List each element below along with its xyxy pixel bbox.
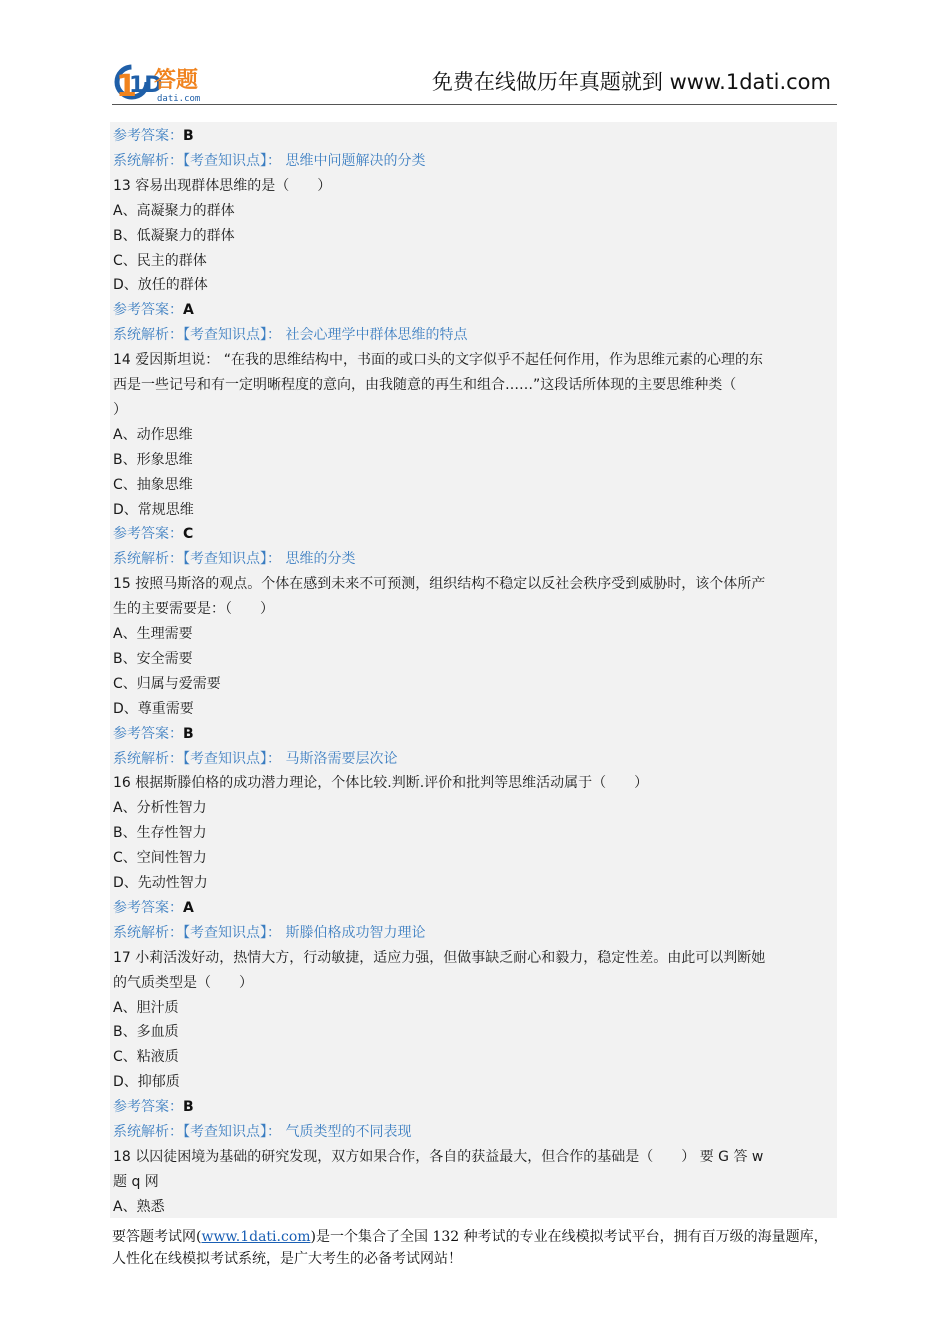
question-text-line: B、生存性智力	[113, 825, 207, 842]
question-text-line: B、多血质	[113, 1024, 179, 1041]
logo-mark: 1D	[129, 73, 163, 98]
page-footer	[112, 1226, 837, 1270]
explanation-label: 系统解析：	[113, 152, 183, 169]
answer-value: B	[183, 1099, 194, 1116]
answer-line	[113, 522, 837, 547]
question-text-line: 生的主要需要是：（ ）	[113, 601, 274, 618]
question-text-line: D、抑郁质	[113, 1074, 180, 1091]
question-text-line: D、先动性智力	[113, 875, 208, 891]
explanation-line	[113, 323, 837, 348]
question-text-line: 的气质类型是（ ）	[113, 974, 253, 991]
question-text-line: A、胆汁质	[113, 999, 179, 1016]
question-text-line: 13 容易出现群体思维的是（ ）	[113, 177, 332, 194]
svg-text:1: 1	[116, 69, 137, 104]
question-text-line: 16 根据斯滕伯格的成功潜力理论，个体比较.判断.评价和批判等思维活动属于（ ）	[113, 775, 649, 792]
logo-text: 答题	[154, 68, 199, 93]
explanation-line	[113, 921, 837, 946]
answer-line	[113, 298, 837, 323]
explanation-line	[113, 747, 837, 772]
answer-label: 参考答案：	[113, 526, 183, 543]
answer-label: 参考答案：	[113, 899, 183, 916]
question-text-line: B、形象思维	[113, 451, 193, 468]
question-content	[110, 122, 837, 1218]
footer-prefix: 要答题考试网(	[112, 1229, 202, 1245]
question-text-line: A、分析性智力	[113, 800, 207, 817]
header-divider	[112, 104, 837, 105]
answer-line	[113, 124, 837, 149]
question-text-line: 17 小莉活泼好动，热情大方，行动敏捷，适应力强，但做事缺乏耐心和毅力，稳定性差。由此可以判断她	[113, 949, 766, 966]
question-text-line: C、民主的群体	[113, 252, 207, 269]
question-text-line: C、粘液质	[113, 1049, 179, 1066]
question-text-line: ）	[113, 401, 127, 418]
question-text-line: D、放任的群体	[113, 277, 208, 294]
question-text-line: C、归属与爱需要	[113, 675, 221, 692]
explanation-line	[113, 149, 837, 174]
answer-label: 参考答案：	[113, 1099, 183, 1116]
question-text-line: A、熟悉	[113, 1198, 165, 1215]
explanation-text: 【考查知识点】： 思维的分类	[183, 551, 356, 568]
explanation-label: 系统解析：	[113, 1124, 183, 1140]
answer-value: C	[183, 526, 194, 543]
explanation-text: 【考查知识点】： 马斯洛需要层次论	[183, 750, 398, 767]
answer-label: 参考答案：	[113, 128, 183, 144]
explanation-line	[113, 1120, 837, 1145]
answer-line	[113, 722, 837, 747]
explanation-label: 系统解析：	[113, 750, 183, 767]
question-text-line: 14 爱因斯坦说： “在我的思维结构中，书面的或口头的文字似乎不起任何作用，作为思维元素的心理的东	[113, 352, 763, 369]
question-text-line: 题 q 网	[113, 1173, 159, 1190]
answer-line	[113, 1095, 837, 1120]
question-text-line: A、生理需要	[113, 626, 193, 642]
footer-text: )是一个集合了全国 132 种考试的专业在线模拟考试平台，拥有百万级的海量题库，人性化在线模拟考试系统，是广大考生的必备考试网站！	[112, 1229, 828, 1267]
question-text-line: B、低凝聚力的群体	[113, 227, 235, 244]
answer-label: 参考答案：	[113, 302, 183, 319]
answer-value: A	[183, 899, 194, 916]
answer-value: B	[183, 725, 194, 742]
explanation-label: 系统解析：	[113, 551, 183, 568]
question-text-line: 西是一些记号和有一定明晰程度的意向，由我随意的再生和组合……”这段话所体现的主要思维种类（	[113, 377, 737, 393]
explanation-text: 【考查知识点】： 斯滕伯格成功智力理论	[183, 924, 426, 941]
answer-label: 参考答案：	[113, 725, 183, 742]
question-text-line: D、常规思维	[113, 501, 194, 518]
answer-value: B	[183, 128, 194, 144]
explanation-text: 【考查知识点】： 思维中问题解决的分类	[183, 152, 426, 169]
question-text-line: A、高凝聚力的群体	[113, 202, 235, 219]
answer-line	[113, 896, 837, 921]
explanation-text: 【考查知识点】： 社会心理学中群体思维的特点	[183, 327, 468, 344]
explanation-text: 【考查知识点】： 气质类型的不同表现	[183, 1124, 412, 1140]
question-text-line: A、动作思维	[113, 426, 193, 443]
site-logo[interactable]	[112, 62, 222, 104]
logo-graphic	[112, 62, 222, 104]
logo-subtext: dati.com	[157, 94, 201, 104]
question-text-line: C、空间性智力	[113, 850, 207, 867]
question-text-line: B、安全需要	[113, 650, 193, 667]
question-text-line: C、抽象思维	[113, 476, 193, 493]
answer-value: A	[183, 302, 194, 319]
header-slogan: 免费在线做历年真题就到 www.1dati.com	[431, 70, 831, 94]
question-text-line: D、尊重需要	[113, 700, 194, 717]
explanation-label: 系统解析：	[113, 924, 183, 941]
footer-link[interactable]: www.1dati.com	[201, 1229, 311, 1245]
question-text-line: 18 以囚徒困境为基础的研究发现，双方如果合作，各自的获益最大，但合作的基础是（ ） 要 G 答 w	[113, 1148, 764, 1165]
explanation-line	[113, 547, 837, 572]
question-text-line: 15 按照马斯洛的观点。个体在感到未来不可预测，组织结构不稳定以反社会秩序受到威胁时，该个体所产	[113, 576, 766, 593]
explanation-label: 系统解析：	[113, 327, 183, 344]
page-header	[112, 56, 837, 102]
